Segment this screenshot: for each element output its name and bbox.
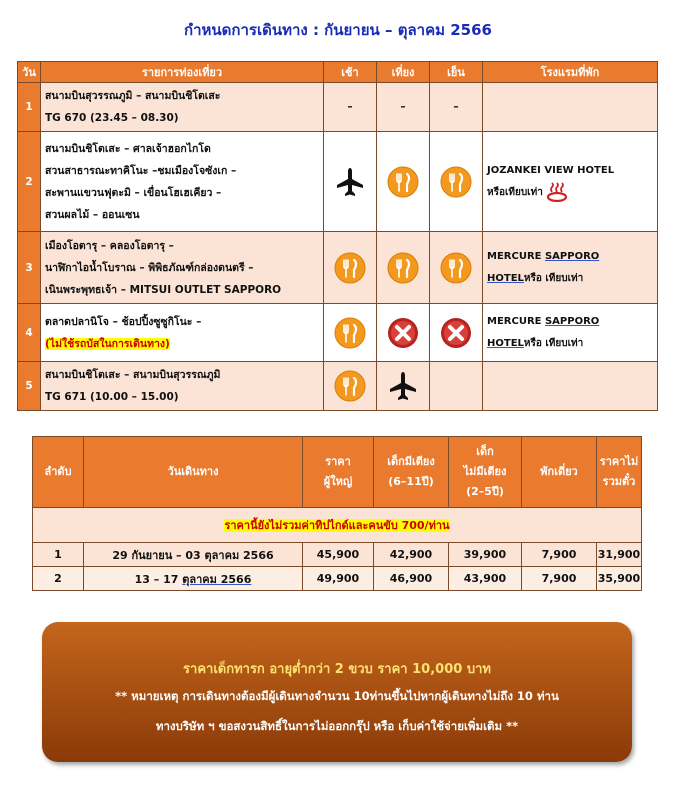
breakfast-cell xyxy=(324,132,377,232)
day-number: 3 xyxy=(18,232,41,304)
price-row xyxy=(33,567,642,591)
row-child-bed: 46,900 xyxy=(374,567,449,591)
row-no: 1 xyxy=(33,543,84,567)
price-row xyxy=(33,543,642,567)
flight-line: TG 670 (23.45 – 08.30) xyxy=(45,112,179,124)
program-cell xyxy=(41,362,324,411)
program-line: เมืองโอตารุ – คลองโอตารุ – xyxy=(45,239,174,252)
dinner-cell xyxy=(430,232,483,304)
day-number: 2 xyxy=(18,132,41,232)
lunch-cell xyxy=(377,304,430,362)
day-number: 4 xyxy=(18,304,41,362)
header-dinner: เย็น xyxy=(430,62,483,83)
header-lunch: เที่ยง xyxy=(377,62,430,83)
header-no-ticket: ราคาไม่ รวมตั๋ว xyxy=(597,437,642,508)
page-title: กำหนดการเดินทาง : กันยายน – ตุลาคม 2566 xyxy=(184,21,492,39)
header-single: พักเดี่ยว xyxy=(522,437,597,508)
hotel-name: MERCURE SAPPORO xyxy=(487,250,600,262)
program-line: สะพานแขวนฟุตะมิ – เขื่อนโฮเฮเคียว – xyxy=(45,186,222,199)
itinerary-row-day-2 xyxy=(18,132,658,232)
onsen-icon xyxy=(546,182,568,202)
meal-icon xyxy=(334,252,366,284)
meal-icon xyxy=(387,166,419,198)
meal-icon xyxy=(440,166,472,198)
notice-box xyxy=(42,622,632,762)
header-adult: ราคา ผู้ใหญ่ xyxy=(303,437,374,508)
itinerary-header-row xyxy=(18,62,658,83)
hotel-cell xyxy=(483,83,658,132)
meal-icon xyxy=(334,317,366,349)
row-date: 13 – 17 ตุลาคม 2566 xyxy=(84,567,303,591)
row-no-ticket: 35,900 xyxy=(597,567,642,591)
lunch-cell xyxy=(377,132,430,232)
no-meal-icon xyxy=(440,317,472,349)
program-cell xyxy=(41,232,324,304)
row-child-bed: 42,900 xyxy=(374,543,449,567)
program-cell xyxy=(41,304,324,362)
itinerary-row-day-3 xyxy=(18,232,658,304)
row-single: 7,900 xyxy=(522,543,597,567)
program-line: สนามบินสุวรรณภูมิ – สนามบินชิโตเสะ xyxy=(45,90,221,102)
header-no: ลำดับ xyxy=(33,437,84,508)
day-number: 5 xyxy=(18,362,41,411)
itinerary-row-day-5 xyxy=(18,362,658,411)
header-child-nobed: เด็ก ไม่มีเตียง (2–5ปี) xyxy=(449,437,522,508)
breakfast-cell xyxy=(324,304,377,362)
hotel-cell xyxy=(483,132,658,232)
meal-icon xyxy=(440,252,472,284)
program-line: นาฬิกาไอน้ำโบราณ – พิพิธภัณฑ์กล่องดนตรี – xyxy=(45,261,254,274)
row-no-ticket: 31,900 xyxy=(597,543,642,567)
hotel-name: JOZANKEI VIEW HOTEL xyxy=(487,164,615,176)
itinerary-row-day-1 xyxy=(18,83,658,132)
itinerary-table xyxy=(17,61,658,411)
hotel-alt: HOTELหรือ เทียบเท่า xyxy=(487,272,584,284)
row-adult: 49,900 xyxy=(303,567,374,591)
lunch-cell xyxy=(377,362,430,411)
dinner-cell xyxy=(430,304,483,362)
header-hotel: โรงแรมที่พัก xyxy=(483,62,658,83)
hotel-alt: HOTELหรือ เทียบเท่า xyxy=(487,337,584,349)
hotel-cell xyxy=(483,304,658,362)
remark-line-1: ** หมายเหตุ การเดินทางต้องมีผู้เดินทางจำนวน 10ท่านขึ้นไปหากผู้เดินทางไม่ถึง 10 ท่าน xyxy=(115,689,559,703)
header-day: วัน xyxy=(18,62,41,83)
program-line: สวนสาธารณะทาคิโนะ –ชมเมืองโจซังเก – xyxy=(45,164,237,177)
lunch-cell xyxy=(377,232,430,304)
price-table xyxy=(32,436,642,591)
row-date: 29 กันยายน – 03 ตุลาคม 2566 xyxy=(84,543,303,567)
price-note: ราคานี้ยังไม่รวมค่าทิปไกด์และคนขับ 700/ท่าน xyxy=(33,508,642,543)
itinerary-row-day-4 xyxy=(18,304,658,362)
header-breakfast: เช้า xyxy=(324,62,377,83)
remark-line-2: ทางบริษัท ฯ ขอสงวนสิทธิ์ในการไม่ออกกรุ๊ป หรือ เก็บค่าใช้จ่ายเพิ่มเติม ** xyxy=(155,719,519,733)
price-header-row xyxy=(33,437,642,508)
row-single: 7,900 xyxy=(522,567,597,591)
airplane-icon xyxy=(334,166,366,198)
meal-icon xyxy=(387,252,419,284)
breakfast-cell xyxy=(324,362,377,411)
hotel-name: MERCURE SAPPORO xyxy=(487,315,600,327)
airplane-icon xyxy=(387,370,419,402)
no-meal-icon xyxy=(387,317,419,349)
lunch-cell: – xyxy=(377,83,430,132)
infant-price-note: ราคาเด็กทารก อายุต่ำกว่า 2 ขวบ ราคา 10,000 บาท xyxy=(183,662,491,677)
row-child-nobed: 39,900 xyxy=(449,543,522,567)
program-line: สนามบินชิโตเสะ – สนามบินสุวรรณภูมิ xyxy=(45,369,221,381)
row-no: 2 xyxy=(33,567,84,591)
program-line: เนินพระพุทธเจ้า – MITSUI OUTLET SAPPORO xyxy=(45,283,282,296)
hotel-cell xyxy=(483,362,658,411)
program-line: สวนผลไม้ – ออนเซน xyxy=(45,208,140,221)
hotel-cell xyxy=(483,232,658,304)
program-cell xyxy=(41,83,324,132)
price-note-row xyxy=(33,508,642,543)
breakfast-cell xyxy=(324,232,377,304)
header-child-bed: เด็กมีเตียง (6–11ปี) xyxy=(374,437,449,508)
dinner-cell xyxy=(430,362,483,411)
row-adult: 45,900 xyxy=(303,543,374,567)
breakfast-cell: – xyxy=(324,83,377,132)
dinner-cell xyxy=(430,132,483,232)
day-number: 1 xyxy=(18,83,41,132)
hotel-alt: หรือเทียบเท่า xyxy=(487,182,653,204)
flight-line: TG 671 (10.00 – 15.00) xyxy=(45,391,179,403)
program-cell xyxy=(41,132,324,232)
dinner-cell: – xyxy=(430,83,483,132)
program-note: (ไม่ใช้รถบัสในการเดินทาง) xyxy=(45,337,170,350)
program-line: สนามบินชิโตเสะ – ศาลเจ้าฮอกไกโด xyxy=(45,142,211,155)
header-program: รายการท่องเที่ยว xyxy=(41,62,324,83)
meal-icon xyxy=(334,370,366,402)
program-line: ตลาดปลานิโจ – ช้อปปิ้งซูซูกิโนะ – xyxy=(45,315,202,328)
header-date: วันเดินทาง xyxy=(84,437,303,508)
row-child-nobed: 43,900 xyxy=(449,567,522,591)
